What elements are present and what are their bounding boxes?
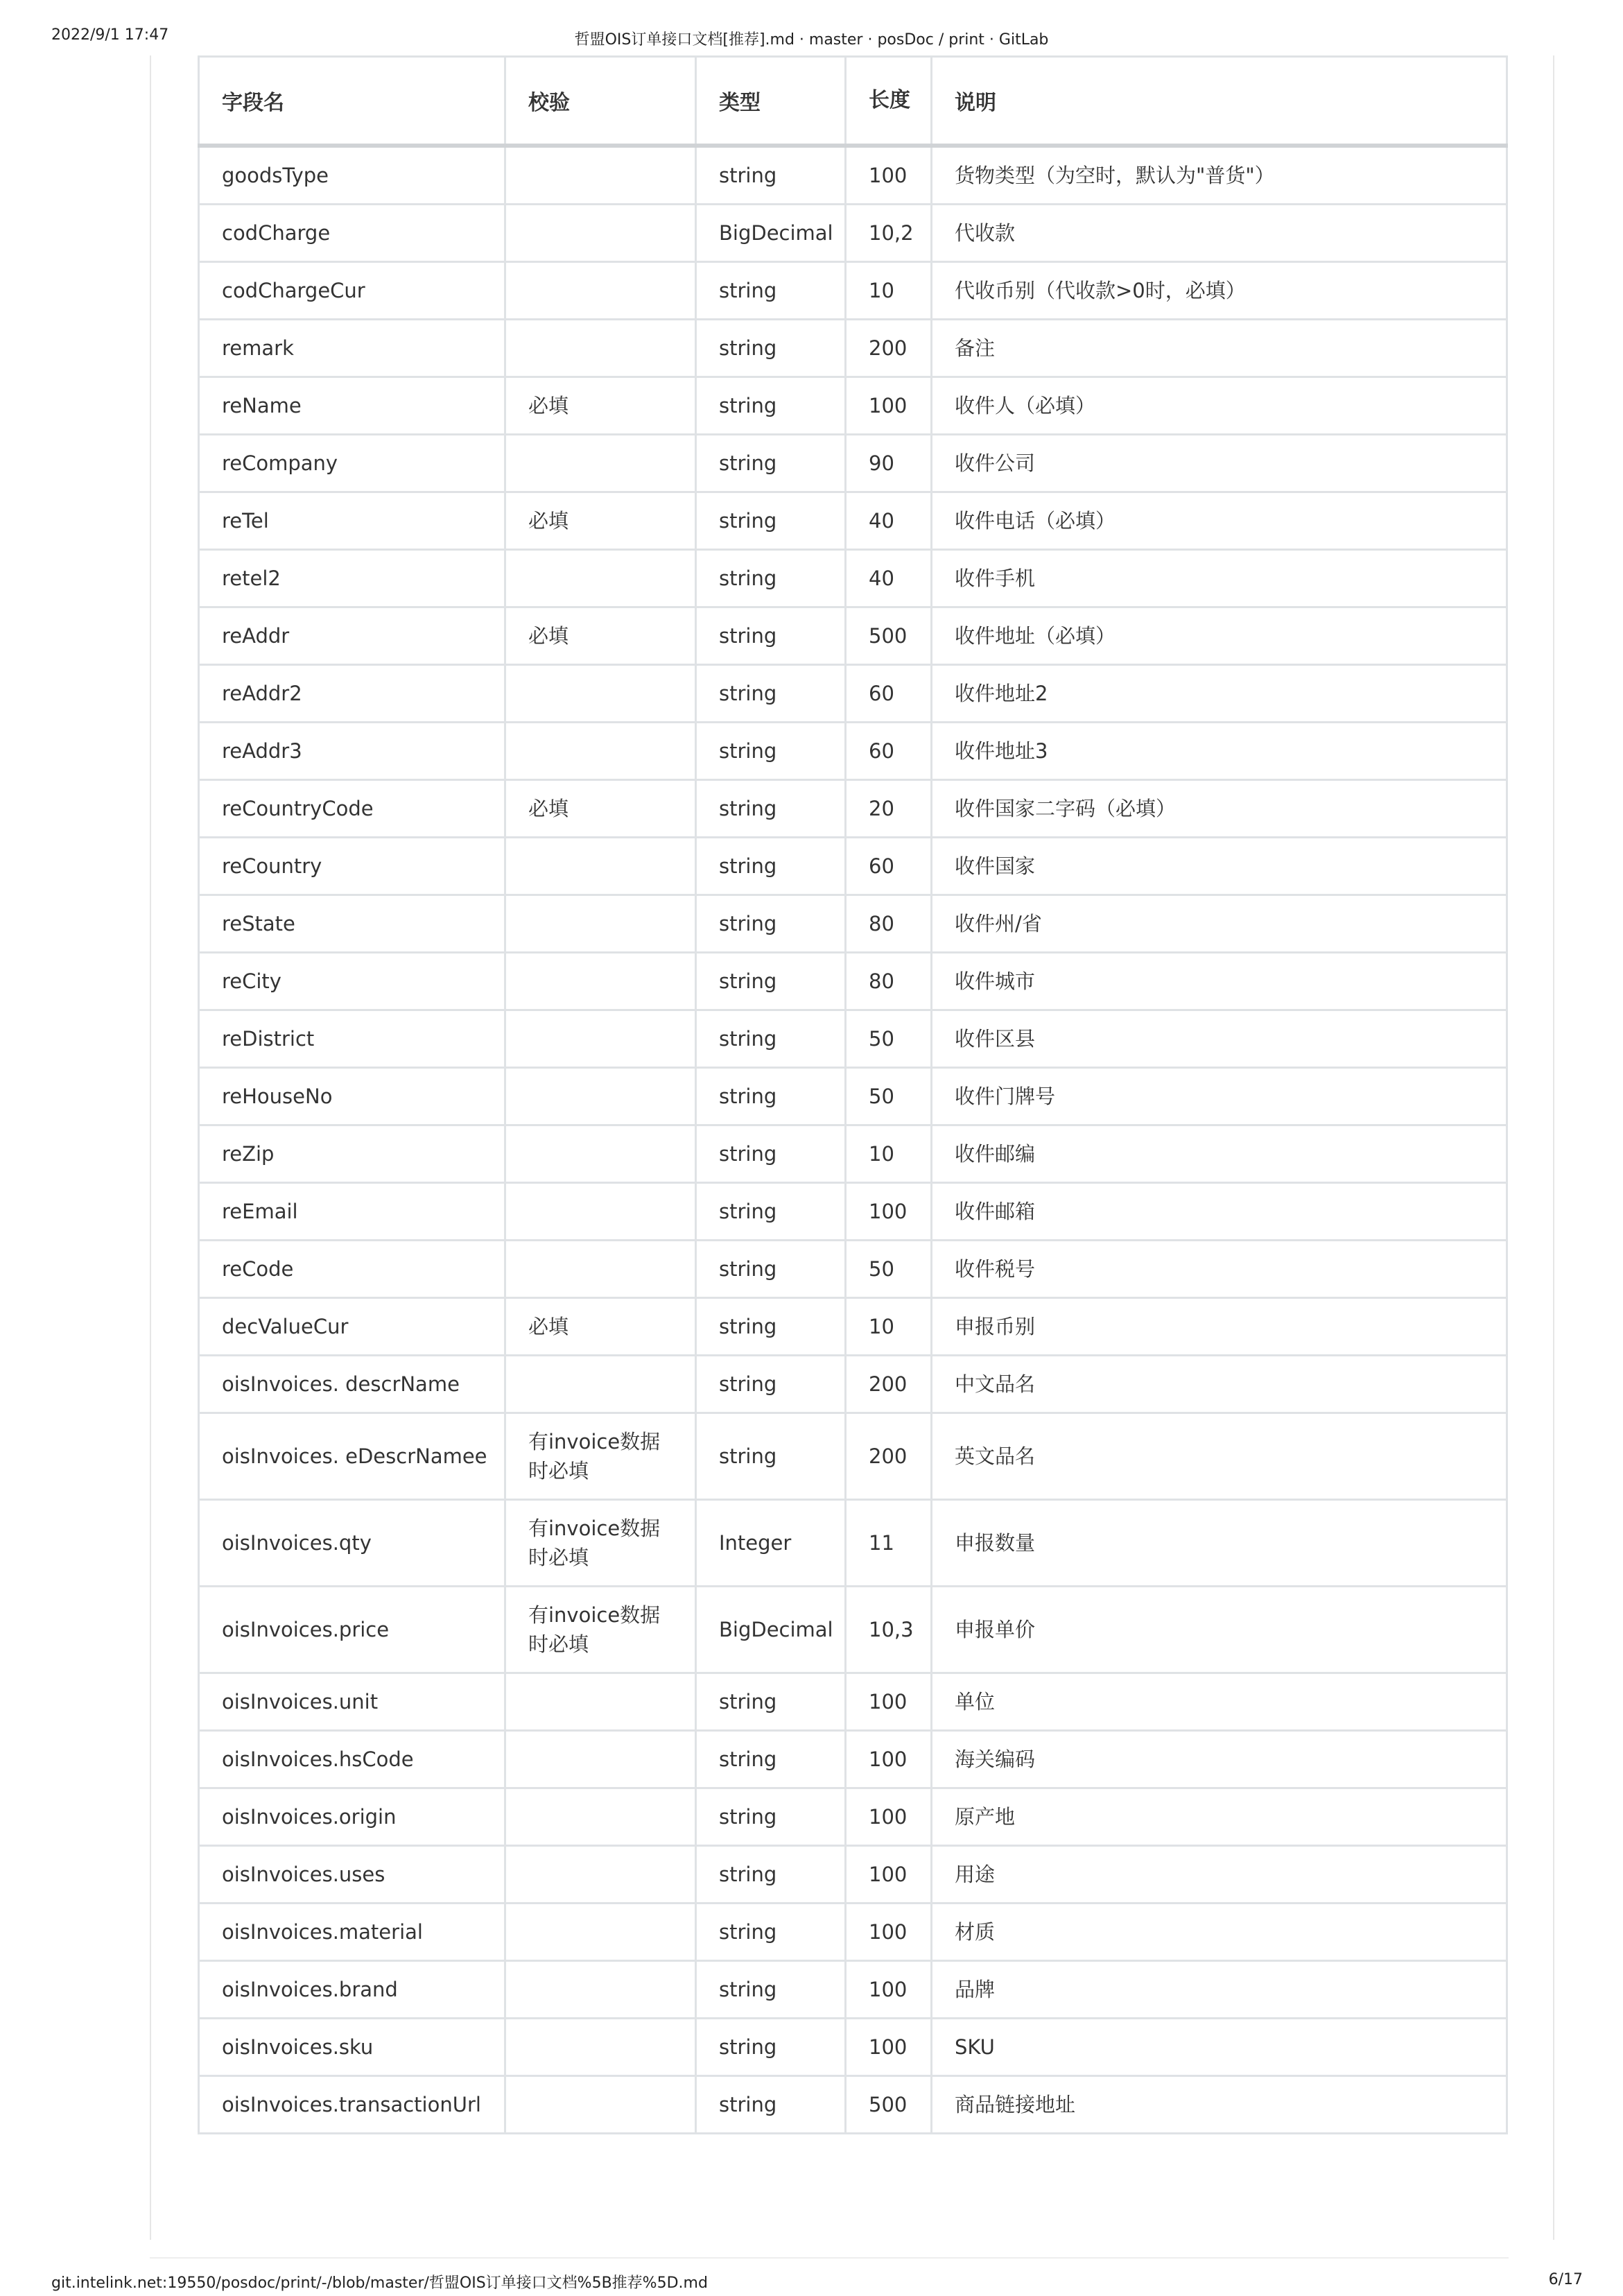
- cell-description: 商品链接地址: [932, 2076, 1507, 2134]
- table-row: [199, 723, 1507, 780]
- cell-validation: [505, 1846, 696, 1904]
- cell-length: 100: [846, 1904, 932, 1961]
- cell-type: string: [696, 1413, 846, 1500]
- cell-description: 申报币别: [932, 1298, 1507, 1356]
- cell-length: 80: [846, 953, 932, 1010]
- table-row: [199, 1010, 1507, 1068]
- column-header-length: 长度: [846, 57, 932, 146]
- cell-length: 100: [846, 1731, 932, 1788]
- cell-validation: [505, 205, 696, 262]
- table-row: [199, 1731, 1507, 1788]
- cell-validation: [505, 1673, 696, 1731]
- cell-length: 500: [846, 607, 932, 665]
- cell-type: string: [696, 320, 846, 377]
- cell-validation: 必填: [505, 1298, 696, 1356]
- cell-type: string: [696, 1673, 846, 1731]
- cell-field-name: remark: [199, 320, 505, 377]
- cell-length: 100: [846, 1183, 932, 1241]
- table-row: [199, 1356, 1507, 1413]
- cell-length: 200: [846, 1413, 932, 1500]
- cell-description: 备注: [932, 320, 1507, 377]
- table-row: [199, 953, 1507, 1010]
- cell-description: 申报数量: [932, 1500, 1507, 1587]
- cell-field-name: oisInvoices.transactionUrl: [199, 2076, 505, 2134]
- cell-validation: [505, 665, 696, 723]
- cell-length: 10: [846, 1298, 932, 1356]
- table-row: [199, 262, 1507, 320]
- cell-validation: [505, 1788, 696, 1846]
- cell-type: BigDecimal: [696, 1587, 846, 1673]
- table-row: [199, 1904, 1507, 1961]
- cell-field-name: reEmail: [199, 1183, 505, 1241]
- cell-field-name: reCountry: [199, 838, 505, 895]
- cell-length: 40: [846, 492, 932, 550]
- table-row: [199, 780, 1507, 838]
- cell-validation: [505, 895, 696, 953]
- cell-type: string: [696, 492, 846, 550]
- cell-length: 100: [846, 377, 932, 435]
- cell-validation: 必填: [505, 780, 696, 838]
- cell-type: string: [696, 1241, 846, 1298]
- cell-validation: [505, 838, 696, 895]
- print-page-number: 6/17: [1548, 2271, 1583, 2288]
- cell-field-name: reZip: [199, 1125, 505, 1183]
- cell-type: string: [696, 895, 846, 953]
- cell-validation: [505, 1731, 696, 1788]
- cell-description: 收件地址2: [932, 665, 1507, 723]
- cell-type: string: [696, 1961, 846, 2019]
- cell-field-name: oisInvoices.brand: [199, 1961, 505, 2019]
- cell-type: string: [696, 723, 846, 780]
- cell-type: string: [696, 1846, 846, 1904]
- cell-description: 收件人（必填）: [932, 377, 1507, 435]
- cell-length: 100: [846, 146, 932, 205]
- cell-field-name: oisInvoices. descrName: [199, 1356, 505, 1413]
- cell-length: 100: [846, 1846, 932, 1904]
- cell-validation: [505, 320, 696, 377]
- cell-type: Integer: [696, 1500, 846, 1587]
- cell-validation: [505, 1068, 696, 1125]
- cell-field-name: reHouseNo: [199, 1068, 505, 1125]
- cell-length: 40: [846, 550, 932, 607]
- table-row: [199, 1183, 1507, 1241]
- cell-description: 海关编码: [932, 1731, 1507, 1788]
- cell-type: string: [696, 665, 846, 723]
- cell-description: 收件邮编: [932, 1125, 1507, 1183]
- cell-field-name: codChargeCur: [199, 262, 505, 320]
- cell-type: string: [696, 2076, 846, 2134]
- table-row: [199, 1673, 1507, 1731]
- cell-type: string: [696, 1125, 846, 1183]
- cell-description: 收件区县: [932, 1010, 1507, 1068]
- cell-type: string: [696, 1010, 846, 1068]
- cell-validation: [505, 1356, 696, 1413]
- cell-description: 材质: [932, 1904, 1507, 1961]
- cell-field-name: goodsType: [199, 146, 505, 205]
- cell-length: 500: [846, 2076, 932, 2134]
- table-row: [199, 1413, 1507, 1500]
- cell-type: string: [696, 2019, 846, 2076]
- table-row: [199, 838, 1507, 895]
- cell-type: string: [696, 1788, 846, 1846]
- table-row: [199, 1500, 1507, 1587]
- cell-description: 英文品名: [932, 1413, 1507, 1500]
- cell-description: 货物类型（为空时，默认为"普货"）: [932, 146, 1507, 205]
- cell-description: 收件电话（必填）: [932, 492, 1507, 550]
- cell-field-name: oisInvoices.uses: [199, 1846, 505, 1904]
- cell-field-name: reCompany: [199, 435, 505, 492]
- cell-field-name: reAddr3: [199, 723, 505, 780]
- column-header-description: 说明: [932, 57, 1507, 146]
- cell-length: 50: [846, 1010, 932, 1068]
- cell-validation: [505, 1125, 696, 1183]
- cell-type: string: [696, 1731, 846, 1788]
- cell-type: BigDecimal: [696, 205, 846, 262]
- cell-description: 代收款: [932, 205, 1507, 262]
- cell-field-name: oisInvoices.unit: [199, 1673, 505, 1731]
- cell-type: string: [696, 262, 846, 320]
- cell-description: SKU: [932, 2019, 1507, 2076]
- cell-field-name: reCode: [199, 1241, 505, 1298]
- cell-length: 60: [846, 838, 932, 895]
- cell-length: 10,3: [846, 1587, 932, 1673]
- content-frame-right: [1553, 55, 1554, 2240]
- print-page-title: 哲盟OIS订单接口文档[推荐].md · master · posDoc / print · GitLab: [574, 31, 1049, 49]
- cell-field-name: oisInvoices.sku: [199, 2019, 505, 2076]
- cell-field-name: reName: [199, 377, 505, 435]
- column-header-validation: 校验: [505, 57, 696, 146]
- table-row: [199, 1587, 1507, 1673]
- table-body: [199, 146, 1507, 2134]
- cell-type: string: [696, 550, 846, 607]
- cell-validation: [505, 435, 696, 492]
- cell-validation: 有invoice数据时必填: [505, 1413, 696, 1500]
- cell-validation: [505, 953, 696, 1010]
- cell-field-name: reAddr: [199, 607, 505, 665]
- cell-type: string: [696, 1183, 846, 1241]
- table-row: [199, 1788, 1507, 1846]
- column-header-type: 类型: [696, 57, 846, 146]
- cell-field-name: reCity: [199, 953, 505, 1010]
- cell-description: 用途: [932, 1846, 1507, 1904]
- cell-type: string: [696, 1904, 846, 1961]
- cell-field-name: oisInvoices.hsCode: [199, 1731, 505, 1788]
- cell-field-name: reDistrict: [199, 1010, 505, 1068]
- cell-validation: 必填: [505, 607, 696, 665]
- cell-description: 收件门牌号: [932, 1068, 1507, 1125]
- print-datetime: 2022/9/1 17:47: [51, 26, 169, 44]
- cell-validation: 有invoice数据时必填: [505, 1500, 696, 1587]
- table-row: [199, 492, 1507, 550]
- cell-type: string: [696, 1068, 846, 1125]
- table-row: [199, 895, 1507, 953]
- content-frame-bottom: [150, 2257, 1509, 2259]
- cell-type: string: [696, 1298, 846, 1356]
- print-footer-url: git.intelink.net:19550/posdoc/print/-/blob/master/哲盟OIS订单接口文档%5B推荐%5D.md: [51, 2275, 708, 2292]
- table-header-row: [199, 57, 1507, 146]
- cell-field-name: oisInvoices.material: [199, 1904, 505, 1961]
- cell-description: 原产地: [932, 1788, 1507, 1846]
- cell-description: 收件国家二字码（必填）: [932, 780, 1507, 838]
- table-row: [199, 607, 1507, 665]
- cell-field-name: oisInvoices.origin: [199, 1788, 505, 1846]
- cell-description: 收件地址（必填）: [932, 607, 1507, 665]
- cell-field-name: oisInvoices. eDescrNamee: [199, 1413, 505, 1500]
- table-row: [199, 1241, 1507, 1298]
- cell-field-name: reCountryCode: [199, 780, 505, 838]
- cell-description: 品牌: [932, 1961, 1507, 2019]
- table-row: [199, 1068, 1507, 1125]
- column-header-field-name: 字段名: [199, 57, 505, 146]
- cell-validation: [505, 1241, 696, 1298]
- cell-length: 10: [846, 1125, 932, 1183]
- content-frame-left: [150, 55, 151, 2240]
- table-row: [199, 2076, 1507, 2134]
- cell-length: 10,2: [846, 205, 932, 262]
- cell-description: 代收币别（代收款>0时，必填）: [932, 262, 1507, 320]
- cell-validation: [505, 146, 696, 205]
- cell-length: 60: [846, 723, 932, 780]
- table-row: [199, 435, 1507, 492]
- table-row: [199, 146, 1507, 205]
- cell-field-name: codCharge: [199, 205, 505, 262]
- cell-length: 60: [846, 665, 932, 723]
- cell-validation: [505, 1961, 696, 2019]
- table-row: [199, 205, 1507, 262]
- cell-length: 90: [846, 435, 932, 492]
- cell-length: 11: [846, 1500, 932, 1587]
- cell-description: 单位: [932, 1673, 1507, 1731]
- cell-field-name: reState: [199, 895, 505, 953]
- cell-length: 50: [846, 1241, 932, 1298]
- table-row: [199, 550, 1507, 607]
- table-row: [199, 320, 1507, 377]
- cell-type: string: [696, 953, 846, 1010]
- cell-validation: 必填: [505, 377, 696, 435]
- cell-length: 100: [846, 1788, 932, 1846]
- table-row: [199, 665, 1507, 723]
- cell-description: 中文品名: [932, 1356, 1507, 1413]
- cell-validation: [505, 262, 696, 320]
- cell-validation: [505, 550, 696, 607]
- cell-validation: [505, 1904, 696, 1961]
- cell-field-name: reAddr2: [199, 665, 505, 723]
- cell-length: 80: [846, 895, 932, 953]
- cell-description: 收件国家: [932, 838, 1507, 895]
- cell-type: string: [696, 377, 846, 435]
- cell-description: 收件州/省: [932, 895, 1507, 953]
- table-row: [199, 1961, 1507, 2019]
- cell-validation: 有invoice数据时必填: [505, 1587, 696, 1673]
- cell-description: 收件城市: [932, 953, 1507, 1010]
- field-definition-table: [198, 55, 1508, 2134]
- cell-description: 申报单价: [932, 1587, 1507, 1673]
- table-row: [199, 1846, 1507, 1904]
- cell-validation: [505, 723, 696, 780]
- cell-description: 收件税号: [932, 1241, 1507, 1298]
- cell-validation: [505, 1183, 696, 1241]
- cell-length: 200: [846, 1356, 932, 1413]
- cell-length: 100: [846, 1961, 932, 2019]
- cell-type: string: [696, 780, 846, 838]
- cell-description: 收件地址3: [932, 723, 1507, 780]
- cell-description: 收件邮箱: [932, 1183, 1507, 1241]
- cell-description: 收件手机: [932, 550, 1507, 607]
- cell-validation: [505, 2076, 696, 2134]
- cell-description: 收件公司: [932, 435, 1507, 492]
- cell-field-name: reTel: [199, 492, 505, 550]
- cell-type: string: [696, 435, 846, 492]
- table-row: [199, 1125, 1507, 1183]
- cell-field-name: oisInvoices.qty: [199, 1500, 505, 1587]
- cell-type: string: [696, 838, 846, 895]
- cell-length: 20: [846, 780, 932, 838]
- cell-length: 10: [846, 262, 932, 320]
- table-row: [199, 377, 1507, 435]
- cell-validation: [505, 2019, 696, 2076]
- cell-type: string: [696, 1356, 846, 1413]
- cell-length: 100: [846, 1673, 932, 1731]
- cell-length: 100: [846, 2019, 932, 2076]
- cell-length: 50: [846, 1068, 932, 1125]
- cell-validation: 必填: [505, 492, 696, 550]
- cell-field-name: decValueCur: [199, 1298, 505, 1356]
- cell-field-name: retel2: [199, 550, 505, 607]
- cell-field-name: oisInvoices.price: [199, 1587, 505, 1673]
- cell-length: 200: [846, 320, 932, 377]
- table-row: [199, 1298, 1507, 1356]
- table-row: [199, 2019, 1507, 2076]
- cell-type: string: [696, 607, 846, 665]
- cell-validation: [505, 1010, 696, 1068]
- cell-type: string: [696, 146, 846, 205]
